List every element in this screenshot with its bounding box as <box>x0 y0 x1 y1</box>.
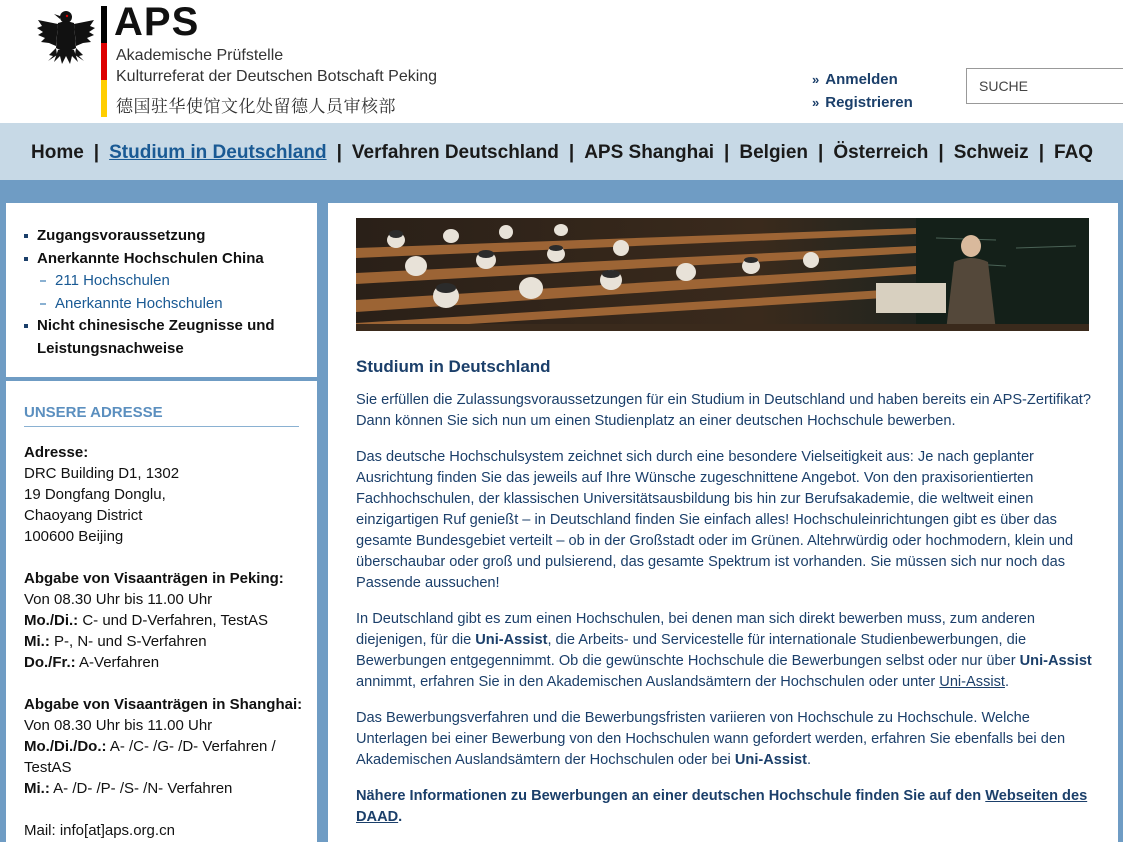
address-label: Adresse: <box>24 444 89 461</box>
paragraph-1: Sie erfüllen die Zulassungsvoraussetzungen für ein Studium in Deutschland und haben bereits ein APS-Zertifikat? Dann können Sie sich nun um einen Studienplatz an einer deutschen Hochschule bewerben. <box>356 392 1091 429</box>
mail-line: Mail: info[at]aps.org.cn <box>24 822 175 839</box>
nav-belgien[interactable]: Belgien <box>739 142 808 163</box>
main-content <box>328 203 1118 842</box>
shanghai-heading: Abgabe von Visaanträgen in Shanghai: <box>24 696 303 713</box>
subnav-item-nicht-chinesische-zeugnisse[interactable]: Nicht chinesische Zeugnisse und Leistungsnachweise <box>24 315 304 360</box>
sidebar-address <box>6 381 317 842</box>
nav-separator: | <box>818 142 824 163</box>
search-input[interactable] <box>977 69 1121 103</box>
paragraph-2: Das deutsche Hochschulsystem zeichnet sich durch eine besondere Vielseitigkeit aus: Je nach geplanter Ausrichtung finden Sie das jeweils auf Ihre Wünsche zugeschnittene Angebot. Von den praxisorientierten Fachhochschulen, der klassischen Universitätsausbildung bis hin zur Berufsakademie, die weltweit einen einzigartigen Ruf genießt – in Deutschland finden Sie einfach alles! Hochschuleinrichtungen gibt es über das gesamte Bundesgebiet verteilt – ob in der Großstadt oder im Grünen. Altehrwürdig oder hochmodern, klein und überschaubar oder groß und pulsierend, das gesamte Spektrum ist vorhanden. Sie müssen sich nur noch das Passende aussuchen! <box>356 449 1074 591</box>
nav-faq[interactable]: FAQ <box>1054 142 1094 163</box>
address-line: 100600 Beijing <box>24 528 124 545</box>
address-heading: UNSERE ADRESSE <box>24 404 299 427</box>
peking-day: Do./Fr.: <box>24 654 76 671</box>
subnav-item-zugangsvoraussetzung[interactable]: Zugangsvoraussetzung <box>24 225 304 248</box>
logo-title: APS <box>114 0 200 44</box>
nav-separator: | <box>568 142 575 163</box>
peking-heading: Abgabe von Visaanträgen in Peking: <box>24 570 284 587</box>
site-header <box>0 0 1123 123</box>
nav-schweiz[interactable]: Schweiz <box>953 142 1029 163</box>
nav-home[interactable]: Home <box>31 142 84 163</box>
peking-day: Mi.: <box>24 633 50 650</box>
peking-day-text: C- und D-Verfahren, TestAS <box>78 612 268 629</box>
main-nav <box>0 123 1123 180</box>
address-block <box>24 442 309 862</box>
uni-assist-text: Uni-Assist <box>475 632 548 648</box>
peking-day-text: A-Verfahren <box>75 654 160 671</box>
paragraph-4: Das Bewerbungsverfahren und die Bewerbungsfristen variieren von Hochschule zu Hochschule. Welche Unterlagen bei einer Bewerbung von den Hochschulen wann gefordert werden, erfahren Sie ebenfalls bei den Akademischen Auslandsämtern der Hochschulen oder bei Uni-Assist. <box>356 710 1066 768</box>
user-links <box>812 68 913 114</box>
nav-separator: | <box>93 142 100 163</box>
daad-link[interactable]: Webseiten des DAAD <box>356 788 1088 825</box>
subnav-item-anerkannte-hochschulen[interactable]: Anerkannte Hochschulen <box>24 293 304 316</box>
nav-oesterreich[interactable]: Österreich <box>833 142 929 163</box>
shanghai-day: Mo./Di./Do.: <box>24 738 107 755</box>
peking-day-text: P-, N- und S-Verfahren <box>49 633 207 650</box>
nav-separator: | <box>336 142 342 163</box>
subnav-item-211-hochschulen[interactable]: 211 Hochschulen <box>24 270 304 293</box>
nav-studium[interactable]: Studium in Deutschland <box>109 142 327 163</box>
lecture-hall-photo <box>356 218 1089 331</box>
aps-logo[interactable] <box>36 2 456 120</box>
article-heading: Studium in Deutschland <box>356 357 551 376</box>
sidebar-subnav <box>6 203 317 377</box>
shanghai-day-text: A- /D- /P- /S- /N- Verfahren <box>49 780 233 797</box>
address-line: Chaoyang District <box>24 507 143 524</box>
paragraph-5: Nähere Informationen zu Bewerbungen an einer deutschen Hochschule finden Sie auf den Webseiten des DAAD. <box>356 788 1088 825</box>
shanghai-hours: Von 08.30 Uhr bis 11.00 Uhr <box>24 717 213 734</box>
uni-assist-link[interactable]: Uni-Assist <box>939 674 1005 690</box>
nav-separator: | <box>1038 142 1045 163</box>
article <box>356 357 1094 843</box>
flag-bar <box>101 6 107 117</box>
nav-verfahren[interactable]: Verfahren Deutschland <box>351 142 559 163</box>
federal-eagle-icon <box>36 6 96 70</box>
double-chevron-right-icon: » <box>812 95 820 110</box>
peking-day: Mo./Di.: <box>24 612 79 629</box>
search-box <box>966 68 1123 104</box>
logo-subtitle-1: Akademische Prüfstelle <box>116 47 284 64</box>
double-chevron-right-icon: » <box>812 72 820 87</box>
logo-subtitle-chinese: 德国驻华使馆文化处留德人员审核部 <box>116 97 396 116</box>
nav-separator: | <box>938 142 944 163</box>
nav-aps-shanghai[interactable]: APS Shanghai <box>584 142 715 163</box>
peking-hours: Von 08.30 Uhr bis 11.00 Uhr <box>24 591 213 608</box>
login-link[interactable]: » Anmelden <box>812 71 898 88</box>
shanghai-day: Mi.: <box>24 780 50 797</box>
uni-assist-text: Uni-Assist <box>734 752 808 768</box>
nav-separator: | <box>724 142 730 163</box>
address-line: DRC Building D1, 1302 <box>24 465 180 482</box>
shanghai-day-text: A- /C- /G- /D- Verfahren / TestAS <box>24 738 276 776</box>
logo-subtitle-2: Kulturreferat der Deutschen Botschaft Peking <box>116 68 438 85</box>
subnav-item-anerkannte-hochschulen-china[interactable]: Anerkannte Hochschulen China <box>24 248 304 271</box>
paragraph-3: In Deutschland gibt es zum einen Hochschulen, bei denen man sich direkt bewerben muss, zum anderen diejenigen, für die Uni-Assist, die Arbeits- und Servicestelle für internationale Studienbewerbungen, die Bewerbungen entgegennimmt. Ob die gewünschte Hochschule die Bewerbungen selbst oder nur über Uni-Assist annimmt, erfahren Sie in den Akademischen Auslandsämtern der Hochschulen oder unter Uni-Assist. <box>356 611 1092 690</box>
register-link[interactable]: » Registrieren <box>812 94 913 111</box>
uni-assist-text: Uni-Assist <box>1019 653 1092 669</box>
address-line: 19 Dongfang Donglu, <box>24 486 166 503</box>
